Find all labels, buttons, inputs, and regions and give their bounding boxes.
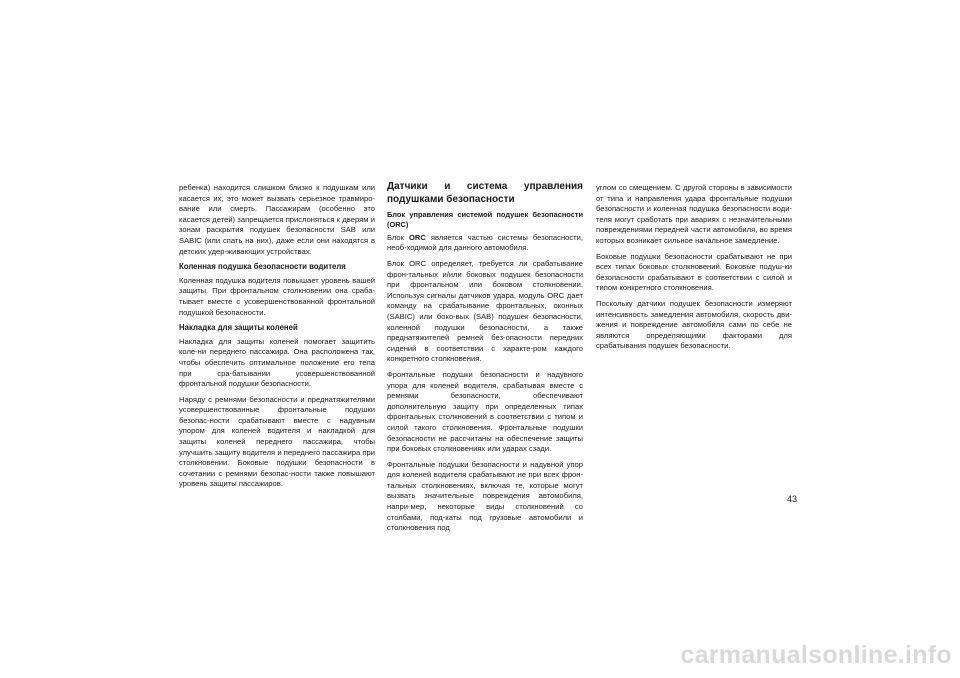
right-paragraph-1: углом со смещением. С другой стороны в зависимости от типа и направления удара фронтальные подушки безопасности и коленная подушка безопасности води-теля могут сработать при авариях с незначительными повреждениями передней части автомобиля, во время которых возникает сильное начальное замедление. [596, 183, 792, 245]
orc-paragraph: Блок ORC определяет, требуется ли срабатывание фрон-тальных и/или боковых подушек безопасности при фронтальном или боковом столкновении. Используя сигналы датчиков удара, модуль ORC дает команду на срабатывание фронтальных, оконных (SABIC) или боко-вых (SAB) подушек безопасности, коленной подушки безопасности, а также преднатяжителей ремней без-опасности передних сидений в соответствии с характе-ром каждого конкретного столкновения. [387, 259, 583, 364]
frontal-paragraph-1: Фронтальные подушки безопасности и надувного упора для коленей водителя, срабатывая вместе с ремнями безопасности, обеспечивают дополнительную защиту при определенных типах фронтальных столкновений в соответствии с типом и силой такого столкновения. Фронтальные подушки безопасности не рассчитаны на обеспечение защиты при боковых столкновениях или ударах сзади. [387, 369, 583, 454]
orc-intro-before: Блок [387, 232, 409, 242]
knee-bolster-heading: Накладка для защиты коленей [179, 323, 298, 333]
right-paragraph-3: Поскольку датчики подушек безопасности измеряют интенсивность замедления автомобиля, скорость дви-жения и повреждение автомобиля сами по себе не являются определяющими факторами для срабатывания подушек безопасности. [596, 298, 792, 351]
orc-label: ORC [408, 232, 426, 242]
combined-protection-paragraph: Наряду с ремнями безопасности и преднатяжителями усовершенствованные фронтальные подушки безопас-ности срабатывают вместе с надувным упором для коленей водителя и накладкой для защиты коленей переднего пассажира, чтобы улучшить защиту водителя и переднего пассажира при столкновении. Боковые подушки безопасности в сочетании с ремнями безопас-ности также повышают уровень защиты пассажиров. [179, 394, 375, 489]
section-heading: Датчики и система управления подушками безопасности [387, 181, 583, 205]
orc-heading: Блок управления системой подушек безопасности (ORC) [387, 210, 583, 230]
right-paragraph-2: Боковые подушки безопасности срабатывают не при всех типах боковых столкновений. Боковые подуш-ки безопасности срабатывают в соответствии с силой и типом конкретного столкновения. [596, 251, 792, 293]
frontal-paragraph-2: Фронтальные подушки безопасности и надувной упор для коленей водителя срабатывают не при всех фрон-тальных столкновениях, включая те, которые могут вызвать значительные повреждения автомобиля, напри-мер, некоторые виды столкновений со столбами, под-каты под грузовые автомобили и столкновения под [387, 459, 583, 533]
knee-bolster-paragraph: Накладка для защиты коленей помогает защитить коле-ни переднего пассажира. Она расположена так, чтобы обеспечить оптимальное положение его тела при сра-батывании усовершенствованной фронтальной подушки безопасности. [179, 336, 375, 389]
intro-paragraph: ребенка) находится слишком близко к подушкам или касается их, это может вызвать серьезное травмиро-вание или смерть. Пассажирам (особенно это касается детей) запрещается прислоняться к дверям и зонам раскрытия подушек безопасности SAB или SABIC (или спать на них), даже если они находятся в детских удер-живающих устройствах. [179, 183, 375, 256]
middle-column [387, 183, 583, 539]
knee-airbag-heading: Коленная подушка безопасности водителя [179, 262, 346, 272]
left-column [179, 183, 375, 495]
knee-airbag-paragraph: Коленная подушка водителя повышает уровень вашей защиты. При фронтальном столкновении она сраба-тывает вместе с усовершенствованной фронтальной подушкой безопасности. [179, 275, 375, 317]
orc-intro-after: является частью системы безопасности, необ-ходимой для данного автомобиля. [387, 232, 583, 253]
right-column [596, 183, 792, 357]
watermark-logo: carmanualsonline.info [680, 641, 952, 669]
orc-intro-paragraph [387, 233, 583, 254]
page-number: 43 [786, 494, 797, 504]
